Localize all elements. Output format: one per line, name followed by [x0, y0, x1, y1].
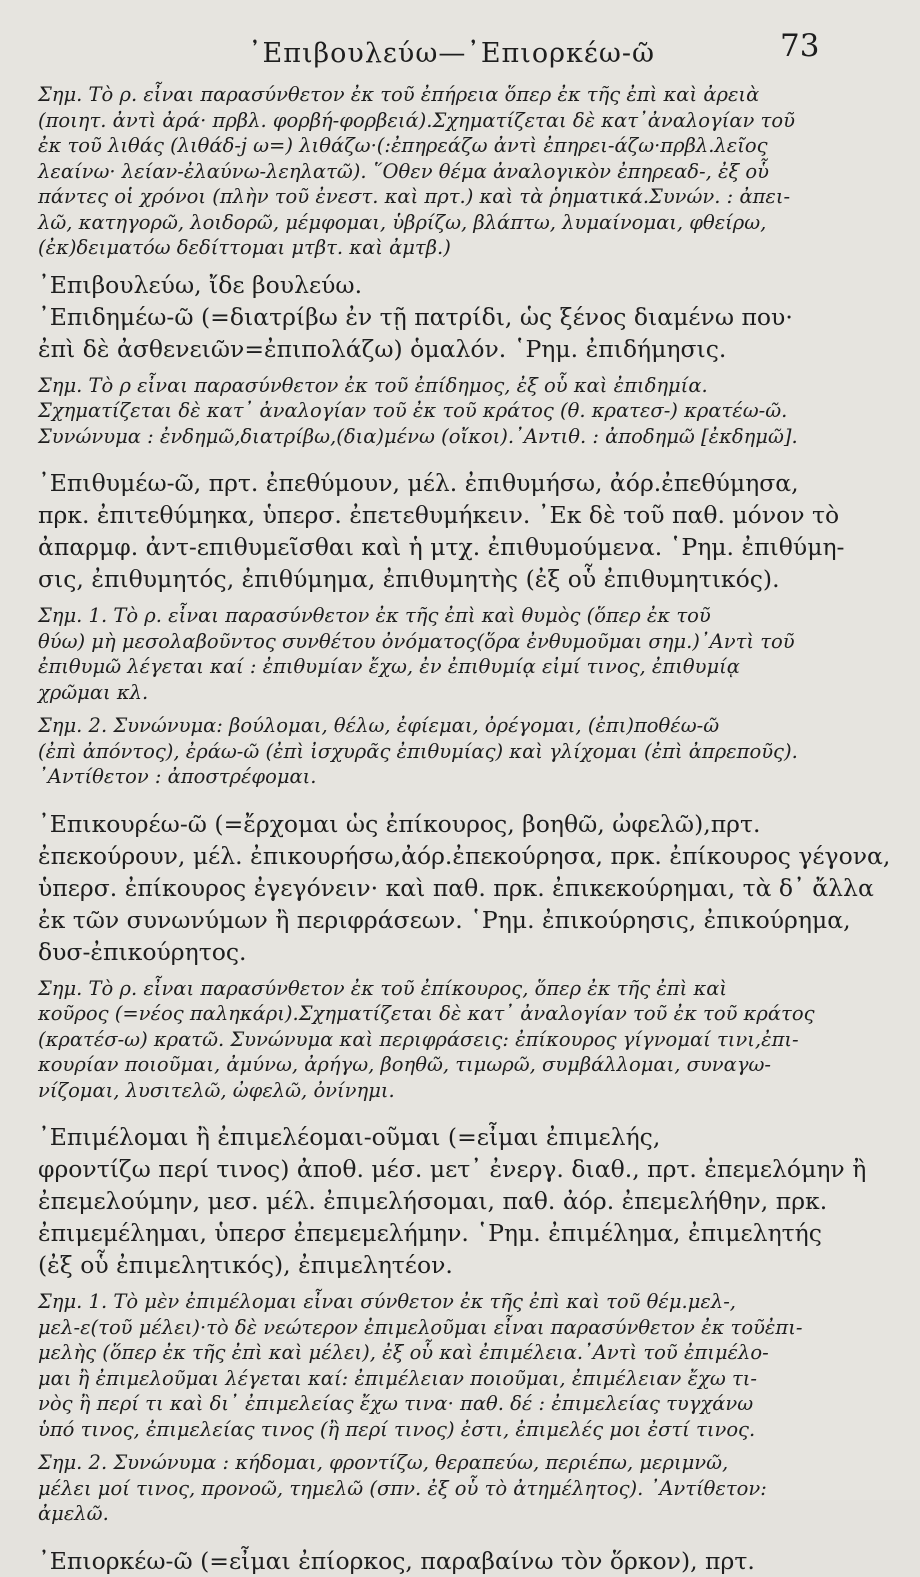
- entry-headline: ᾿Επικουρέω-ῶ (=ἔρχομαι ὡς ἐπίκουρος, βοηθῶ, ὠφελῶ),πρτ.: [38, 809, 761, 838]
- page-number: 73: [780, 28, 820, 64]
- text-line: (ἐξ οὗ ἐπιμελητικός), ἐπιμελητέον.: [38, 1251, 453, 1279]
- text-line: πάντες οἱ χρόνοι (πλὴν τοῦ ἐνεστ. καὶ πρτ.) καὶ τὰ ῥηματικά.Συνών. : ἀπει-: [38, 185, 791, 208]
- text-line: ἐπιθυμῶ λέγεται καί : ἐπιθυμίαν ἔχω, ἐν ἐπιθυμίᾳ εἰμί τινος, ἐπιθυμίᾳ: [38, 655, 740, 678]
- text-line: ἐκ τῶν συνωνύμων ἢ περιφράσεων. ῾Ρημ. ἐπικούρησις, ἐπικούρημα,: [38, 905, 851, 934]
- entry-headline: ᾿Επιβουλεύω, ἴδε βουλεύω.: [38, 270, 363, 299]
- note-epidemos: [38, 373, 860, 450]
- note-epimelomai: [38, 1289, 860, 1442]
- text-line: φροντίζω περί τινος) ἀποθ. μέσ. μετ᾿ ἐνεργ. διαθ., πρτ. ἐπεμελόμην ἢ: [38, 1155, 867, 1183]
- text-line: κουρίαν ποιοῦμαι, ἀμύνω, ἀρήγω, βοηθῶ, τιμωρῶ, συμβάλλομαι, συναγω-: [38, 1053, 771, 1076]
- text-line: (ἐκ)δειματόω δεδίττομαι μτβτ. καὶ ἀμτβ.): [38, 236, 451, 259]
- note-epikouros: [38, 976, 860, 1104]
- text-line: θύω) μὴ μεσολαβοῦντος συνθέτου ὀνόματος(ὅρα ἐνθυμοῦμαι σημ.)᾿Αντὶ τοῦ: [38, 629, 795, 653]
- entry-headline: ᾿Επιδημέω-ῶ (=διατρίβω ἐν τῇ πατρίδι, ὡς ξένος διαμένω που·: [38, 302, 793, 331]
- text-line: ἐπεκούρουν, μέλ. ἐπικουρήσω,ἀόρ.ἐπεκούρησα, πρκ. ἐπίκουρος γέγονα,: [38, 841, 891, 870]
- text-line: νίζομαι, λυσιτελῶ, ὠφελῶ, ὀνίνημι.: [38, 1078, 395, 1102]
- entry-epidemeo: [38, 301, 860, 365]
- running-head: ᾿Επιβουλεύω—᾿Επιορκέω-ῶ: [248, 38, 656, 69]
- text-line: λεαίνω· λείαν-ἐλαύνω-λεηλατῶ). ῞Οθεν θέμα ἀναλογικὸν ἐπηρεαδ-, ἐξ οὗ: [38, 159, 769, 183]
- note-epi-areia: [38, 82, 860, 261]
- text-line: σις, ἐπιθυμητός, ἐπιθύμημα, ἐπιθυμητὴς (ἐξ οὗ ἐπιθυμητικός).: [38, 565, 780, 593]
- page-header: [0, 14, 920, 74]
- text-line: Συνώνυμα : ἐνδημῶ,διατρίβω,(δια)μένω (οἴκοι).᾿Αντιθ. : ἀποδημῶ [ἐκδημῶ].: [38, 424, 798, 448]
- text-line: νὸς ἢ περί τι καὶ δι᾿ ἐπιμελείας ἔχω τινα· παθ. δέ : ἐπιμελείας τυγχάνω: [38, 1392, 754, 1415]
- entry-epimelomai: [38, 1121, 867, 1281]
- text-line: ἀπαρμφ. ἀντ-επιθυμεῖσθαι καὶ ἡ μτχ. ἐπιθυμούμενα. ῾Ρημ. ἐπιθύμη-: [38, 533, 845, 561]
- text-line: Σημ. Τὸ ρ. εἶναι παρασύνθετον ἐκ τοῦ ἐπίκουρος, ὅπερ ἐκ τῆς ἐπὶ καὶ: [38, 976, 728, 1000]
- entry-headline: ᾿Επιορκέω-ῶ (=εἶμαι ἐπίορκος, παραβαίνω τὸν ὅρκον), πρτ.: [38, 1546, 755, 1575]
- text-line: δυσ-ἐπικούρητος.: [38, 937, 247, 966]
- text-line: πρκ. ἐπιτεθύμηκα, ὑπερσ. ἐπετεθυμήκειν. ᾿Εκ δὲ τοῦ παθ. μόνον τὸ: [38, 501, 840, 529]
- entry-epiorkeo: [38, 1545, 860, 1577]
- text-line: Σημ. 2. Συνώνυμα: βούλομαι, θέλω, ἐφίεμαι, ὀρέγομαι, (ἐπι)ποθέω-ῶ: [38, 714, 720, 737]
- text-line: Σημ. Τὸ ρ. εἶναι παρασύνθετον ἐκ τοῦ ἐπήρεια ὅπερ ἐκ τῆς ἐπὶ καὶ ἀρειὰ: [38, 83, 760, 106]
- text-line: Σημ. 1. Τὸ μὲν ἐπιμέλομαι εἶναι σύνθετον ἐκ τῆς ἐπὶ καὶ τοῦ θέμ.μελ-,: [38, 1290, 737, 1313]
- text-line: Σημ. 2. Συνώνυμα : κήδομαι, φροντίζω, θεραπεύω, περιέπω, μεριμνῶ,: [38, 1451, 729, 1474]
- text-line: λῶ, κατηγορῶ, λοιδορῶ, μέμφομαι, ὑβρίζω, βλάπτω, λυμαίνομαι, φθείρω,: [38, 210, 767, 234]
- text-line: Σημ. 1. Τὸ ρ. εἶναι παρασύνθετον ἐκ τῆς ἐπὶ καὶ θυμὸς (ὅπερ ἐκ τοῦ: [38, 604, 711, 627]
- note-thymos: [38, 603, 860, 705]
- entry-headline: ᾿Επιθυμέω-ῶ, πρτ. ἐπεθύμουν, μέλ. ἐπιθυμήσω, ἀόρ.ἐπεθύμησα,: [38, 469, 799, 497]
- text-line: ὑπερσ. ἐπίκουρος ἐγεγόνειν· καὶ παθ. πρκ. ἐπικεκούρημαι, τὰ δ᾿ ἄλλα: [38, 873, 874, 902]
- text-line: μαι ἢ ἐπιμελοῦμαι λέγεται καί: ἐπιμέλειαν ποιοῦμαι, ἐπιμέλειαν ἔχω τι-: [38, 1366, 757, 1390]
- text-line: ἀμελῶ.: [38, 1502, 109, 1525]
- page-body: [38, 82, 891, 1577]
- entry-epikoureo: [38, 808, 891, 968]
- text-line: (ποιητ. ἀντὶ ἀρά· πρβλ. φορβή-φορβειά).Σχηματίζεται δὲ κατ᾿ἀναλογίαν τοῦ: [38, 108, 795, 132]
- text-line: ἐκ τοῦ λιθάς (λιθάδ-j ω=) λιθάζω·(:ἐπηρεάζω ἀντὶ ἐπηρει-άζω·πρβλ.λεῖος: [38, 134, 768, 157]
- text-line: (ἐπὶ ἀπόντος), ἐράω-ῶ (ἐπὶ ἰσχυρᾶς ἐπιθυμίας) καὶ γλίχομαι (ἐπὶ ἀπρεποῦς).: [38, 739, 798, 763]
- note-thymos-synonyms: [38, 713, 860, 790]
- text-line: Σχηματίζεται δὲ κατ᾿ ἀναλογίαν τοῦ ἐκ τοῦ κράτος (θ. κρατεσ-) κρατέω-ῶ.: [38, 399, 788, 422]
- text-line: μέλει μοί τινος, προνοῶ, τημελῶ (σπν. ἐξ οὗ τὸ ἀτημέλητος). ᾿Αντίθετον:: [38, 1476, 767, 1500]
- text-line: Σημ. Τὸ ρ εἶναι παρασύνθετον ἐκ τοῦ ἐπίδημος, ἐξ οὗ καὶ ἐπιδημία.: [38, 373, 708, 397]
- text-line: μελ-ε(τοῦ μέλει)·τὸ δὲ νεώτερον ἐπιμελοῦμαι εἶναι παρασύνθετον ἐκ τοῦἐπι-: [38, 1315, 803, 1339]
- entry-epithymeo: [38, 467, 860, 595]
- entry-epibouleuo: [38, 269, 860, 301]
- entry-headline: ᾿Επιμέλομαι ἢ ἐπιμελέομαι-οῦμαι (=εἶμαι ἐπιμελής,: [38, 1123, 661, 1151]
- text-line: χρῶμαι κλ.: [38, 680, 149, 704]
- text-line: ἐπιμεμέλημαι, ὑπερσ ἐπεμεμελήμην. ῾Ρημ. ἐπιμέλημα, ἐπιμελητής: [38, 1219, 822, 1247]
- text-line: ἐπεμελούμην, μεσ. μέλ. ἐπιμελήσομαι, παθ. ἀόρ. ἐπεμελήθην, πρκ.: [38, 1187, 828, 1215]
- text-line: ὑπό τινος, ἐπιμελείας τινος (ἢ περί τινος) ἐστι, ἐπιμελές μοι ἐστί τινος.: [38, 1417, 756, 1441]
- text-line: μελὴς (ὅπερ ἐκ τῆς ἐπὶ καὶ μέλει), ἐξ οὗ καὶ ἐπιμέλεια.᾿Αντὶ τοῦ ἐπιμέλο-: [38, 1341, 769, 1364]
- text-line: (κρατέσ-ω) κρατῶ. Συνώνυμα καὶ περιφράσεις: ἐπίκουρος γίγνομαί τινι,ἐπι-: [38, 1027, 799, 1051]
- note-epimelomai-synonyms: [38, 1450, 860, 1527]
- text-line: ἐπὶ δὲ ἀσθενειῶν=ἐπιπολάζω) ὁμαλόν. ῾Ρημ. ἐπιδήμησις.: [38, 334, 727, 363]
- text-line: κοῦρος (=νέος παληκάρι).Σχηματίζεται δὲ κατ᾿ ἀναλογίαν τοῦ ἐκ τοῦ κράτος: [38, 1002, 815, 1025]
- text-line: ᾿Αντίθετον : ἀποστρέφομαι.: [38, 765, 317, 788]
